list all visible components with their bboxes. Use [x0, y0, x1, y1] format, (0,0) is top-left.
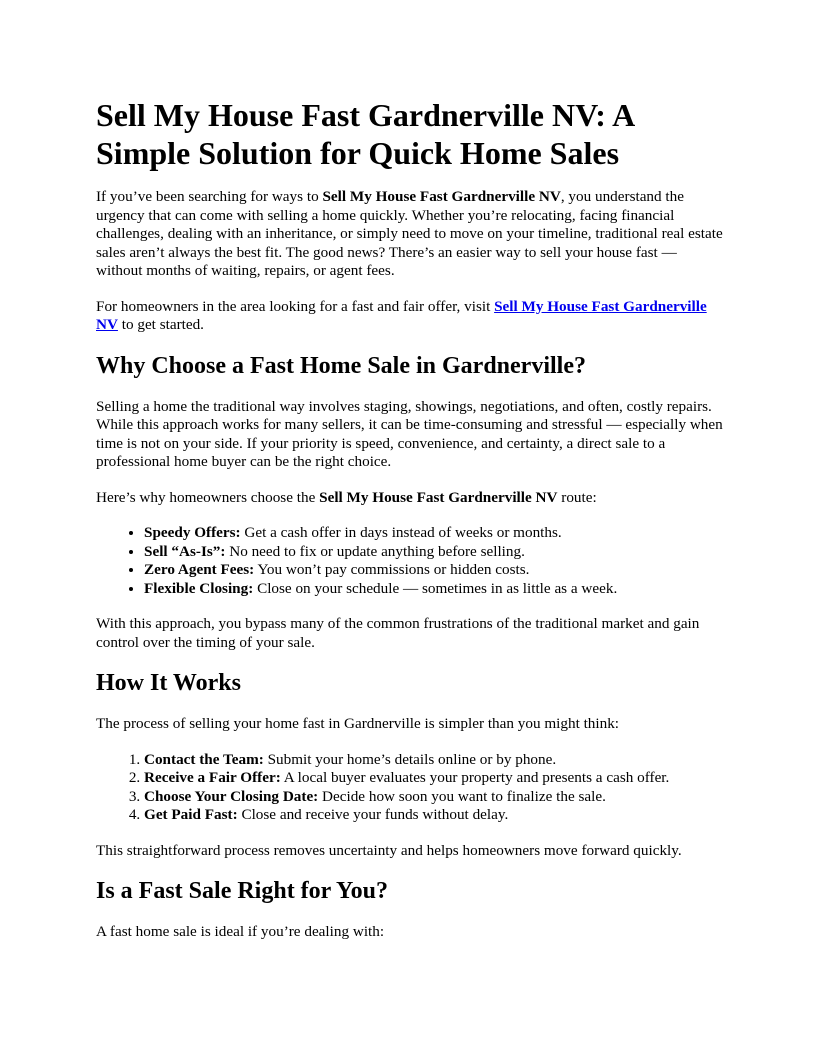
intro-paragraph — [96, 188, 726, 281]
benefit-label: Sell “As-Is”: — [144, 542, 226, 560]
section-heading-how-it-works: How It Works — [96, 670, 241, 696]
benefit-text: You won’t pay commissions or hidden costs. — [254, 561, 530, 578]
step-item — [144, 769, 726, 788]
intro-text-before: If you’ve been searching for ways to — [96, 188, 323, 205]
step-label: Get Paid Fast: — [144, 806, 238, 823]
intro-text-after: , you understand the urgency that can come with selling a home quickly. Whether you’re relocating, facing financial challenges, dealing with an inheritance, or simply need to move on your timeline, traditional real estate sales aren’t always the best fit. The good news? There’s an easier way to sell your house fast — without months of waiting, repairs, or agent fees. — [96, 188, 723, 279]
page-title: Sell My House Fast Gardnerville NV: A Simple Solution for Quick Home Sales — [96, 97, 634, 171]
benefit-item — [144, 543, 726, 562]
benefit-label: Flexible Closing: — [144, 579, 254, 597]
cta-text-after: to get started. — [117, 316, 204, 333]
step-text: A local buyer evaluates your property and presents a cash offer. — [280, 769, 670, 786]
step-label: Contact the Team: — [144, 750, 264, 768]
cta-paragraph — [96, 298, 726, 335]
why-route-bold: Sell My House Fast Gardnerville NV — [319, 488, 558, 506]
why-choose-closing-paragraph: With this approach, you bypass many of the common frustrations of the traditional market and gain control over the timing of your sale. — [96, 615, 700, 651]
step-label: Choose Your Closing Date: — [144, 787, 319, 805]
how-it-works-closing: This straightforward process removes uncertainty and helps homeowners move forward quickly. — [96, 841, 682, 859]
benefit-item — [144, 524, 726, 543]
step-text: Close and receive your funds without delay. — [237, 806, 509, 823]
benefit-item — [144, 580, 726, 599]
why-route-before: Here’s why homeowners choose the — [96, 488, 320, 506]
benefit-label: Zero Agent Fees: — [144, 561, 255, 578]
step-text: Submit your home’s details online or by phone. — [263, 750, 557, 768]
benefit-text: Close on your schedule — sometimes in as little as a week. — [253, 579, 618, 597]
step-item — [144, 751, 726, 770]
benefit-label: Speedy Offers: — [144, 524, 241, 541]
step-item — [144, 788, 726, 807]
benefits-list — [96, 524, 726, 598]
how-it-works-intro: The process of selling your home fast in Gardnerville is simpler than you might think: — [96, 715, 620, 732]
benefit-text: No need to fix or update anything before selling. — [225, 542, 525, 560]
why-choose-paragraph: Selling a home the traditional way involves staging, showings, negotiations, and often, costly repairs. While this approach works for many sellers, it can be time-consuming and stressful — especially when time is not on your side. If your priority is speed, convenience, and certainty, a direct sale to a professional home buyer can be the right choice. — [96, 397, 723, 470]
section-heading-fast-sale-right: Is a Fast Sale Right for You? — [96, 878, 389, 904]
intro-bold-keyword: Sell My House Fast Gardnerville NV — [322, 188, 561, 205]
steps-list — [96, 751, 726, 825]
step-item — [144, 806, 726, 825]
sell-my-house-link[interactable]: Sell My House Fast Gardnerville NV — [96, 297, 707, 333]
fast-sale-intro: A fast home sale is ideal if you’re dealing with: — [96, 923, 385, 940]
why-route-paragraph — [96, 489, 726, 508]
step-text: Decide how soon you want to finalize the sale. — [318, 787, 606, 805]
benefit-item — [144, 561, 726, 580]
section-heading-why-choose: Why Choose a Fast Home Sale in Gardnerville? — [96, 352, 586, 379]
step-label: Receive a Fair Offer: — [144, 769, 281, 786]
benefit-text: Get a cash offer in days instead of weeks or months. — [240, 524, 562, 541]
why-route-after: route: — [557, 488, 597, 506]
cta-text-before: For homeowners in the area looking for a fast and fair offer, visit — [96, 297, 495, 315]
document-content — [96, 96, 726, 959]
